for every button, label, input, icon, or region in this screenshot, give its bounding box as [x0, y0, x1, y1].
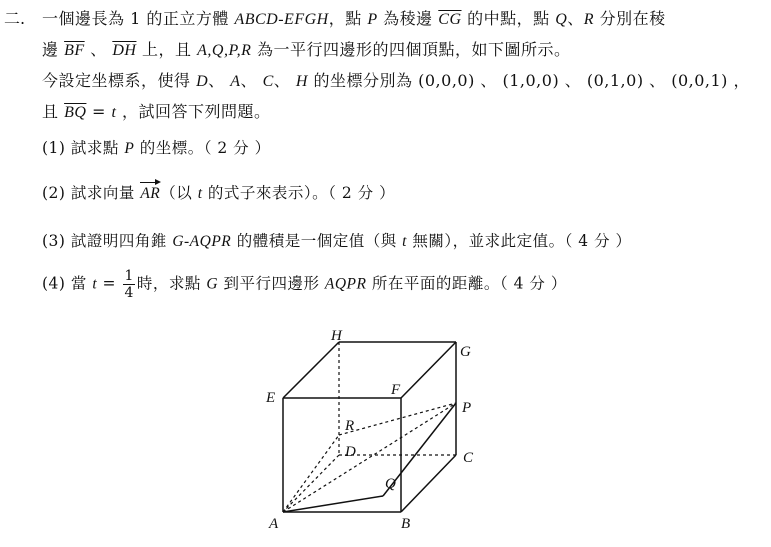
fraction-numerator: 1 [124, 268, 134, 284]
text: 為一平行四邊形的四個頂點，如下圖所示。 [251, 40, 571, 59]
cube-name: ABCD-EFGH [234, 11, 329, 28]
point-p: P [367, 11, 378, 28]
label-q: Q [385, 476, 396, 492]
edge-aq [283, 496, 383, 512]
text: 今設定坐標系，使得 [42, 71, 197, 90]
label-p: P [462, 400, 472, 416]
point-g: G [206, 275, 219, 293]
point-r: R [583, 11, 595, 28]
text: 、 [567, 9, 584, 28]
label-g: G [460, 344, 471, 360]
text: = [97, 274, 122, 293]
text: 上，且 [136, 40, 198, 59]
edge-eh [283, 342, 339, 398]
text: 為稜邊 [377, 9, 439, 28]
problem-number: 二. [4, 9, 26, 28]
parallelogram-name: AQPR [324, 275, 367, 293]
text: 、 [84, 40, 113, 59]
text: (3) 試證明四角錐 [42, 232, 173, 250]
segment-bq: $\overline{BQ}$ [64, 104, 87, 121]
text: 邊 [42, 40, 65, 59]
label-h: H [331, 328, 342, 344]
label-f: F [391, 382, 401, 398]
point-a: A [230, 73, 241, 90]
label-d: D [345, 444, 356, 460]
variable-t: t [197, 185, 203, 202]
edge-ar-hidden [283, 435, 339, 512]
text: （以 [160, 184, 198, 202]
coordinates-text: 的坐標分別為 (0,0,0) 、 (1,0,0) 、 (0,1,0) 、 (0,0,1) ， [307, 71, 751, 90]
label-b: B [401, 516, 411, 532]
text: 且 [42, 102, 65, 121]
text: 、 [240, 71, 263, 90]
edge-da-hidden [283, 455, 339, 512]
vector-ar: AR [140, 185, 161, 202]
label-e: E [266, 390, 276, 406]
segment-cg: $\overline{CG}$ [438, 11, 462, 28]
text: (4) 當 [42, 274, 93, 293]
text: 所在平面的距離。（ 4 分 ） [366, 274, 567, 293]
text: ，試回答下列問題。 [116, 102, 271, 121]
text: ，點 [328, 9, 368, 28]
edge-rp-hidden [339, 403, 456, 435]
text: = [86, 102, 112, 121]
text: 到平行四邊形 [218, 274, 325, 293]
diagonal-ap-hidden [283, 403, 456, 512]
variable-t: t [111, 104, 117, 121]
text: 一個邊長為 1 的正立方體 [42, 9, 235, 28]
point-q: Q [555, 11, 568, 28]
segment-dh: $\overline{DH}$ [112, 42, 137, 59]
text: 時，求點 [136, 274, 207, 293]
point-p: P [124, 140, 135, 157]
text: 的體積是一個定值（與 [231, 232, 403, 250]
edge-gf [401, 342, 456, 398]
variable-t: t [92, 275, 98, 293]
vertex-list: A,Q,P,R [197, 42, 252, 59]
point-d: D [196, 73, 209, 90]
text: 的式子來表示）。（ 2 分 ） [202, 184, 396, 202]
text: 、 [208, 71, 231, 90]
text: (1) 試求點 [42, 139, 125, 157]
label-r: R [345, 418, 355, 434]
segment-bf: $\overline{BF}$ [64, 42, 85, 59]
text: 、 [273, 71, 296, 90]
text: (2) 試求向量 [42, 184, 141, 202]
text: 分別在稜 [594, 9, 666, 28]
variable-t: t [402, 233, 407, 250]
text: 的坐標。（ 2 分 ） [134, 139, 271, 157]
pyramid-name: G-AQPR [172, 233, 232, 250]
fraction-denominator: 4 [124, 285, 134, 301]
label-c: C [463, 450, 474, 466]
point-c: C [262, 73, 274, 90]
point-h: H [295, 73, 308, 90]
text: 的中點，點 [461, 9, 556, 28]
text: 無關），並求此定值。（ 4 分 ） [406, 232, 632, 250]
label-a: A [269, 516, 279, 532]
